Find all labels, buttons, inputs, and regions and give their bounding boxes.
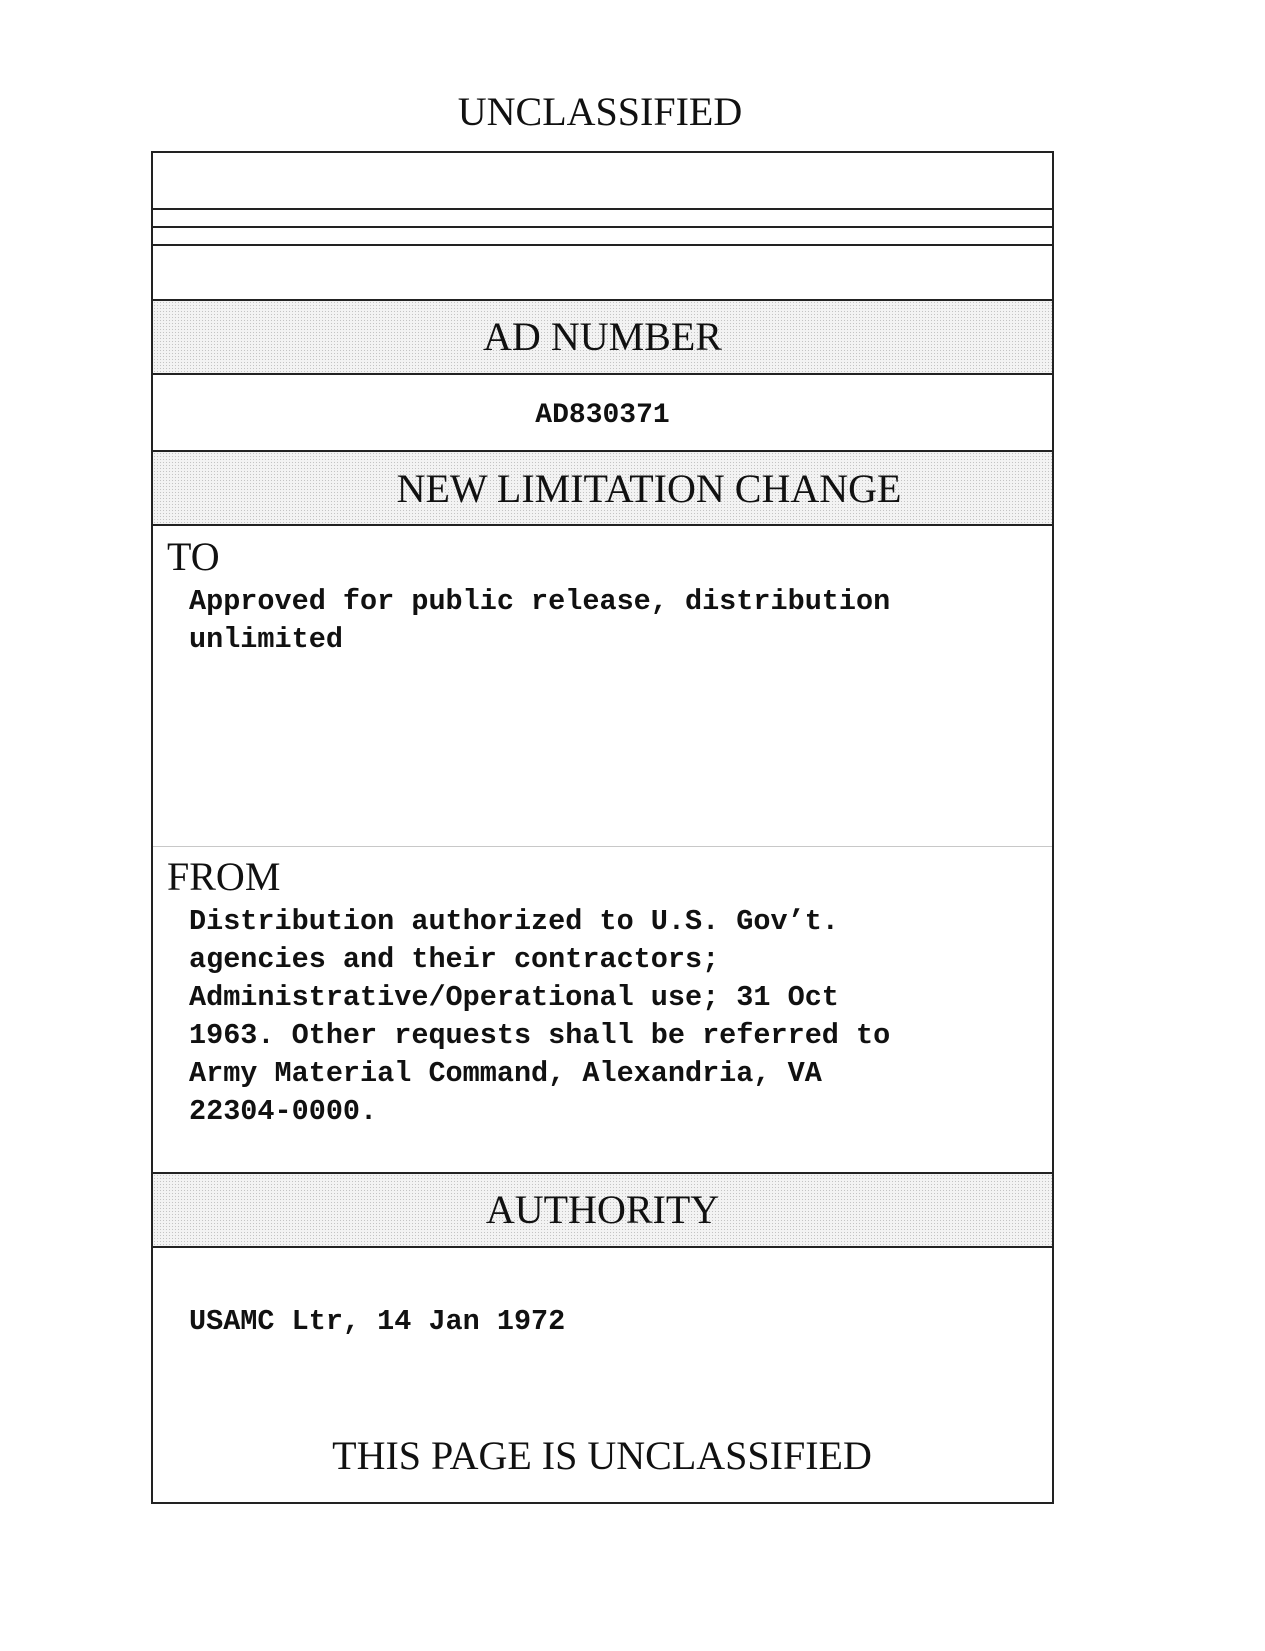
authority-label: AUTHORITY [485,1187,720,1232]
authority-value: USAMC Ltr, 14 Jan 1972 [189,1305,566,1338]
ad-number-label: AD NUMBER [483,314,722,359]
classification-marking-top: UNCLASSIFIED [457,89,743,134]
limitation-change-form [151,151,1054,1504]
row-divider [153,373,1052,375]
row-divider [153,244,1052,246]
to-text: Approved for public release, distribution unlimited [189,585,891,656]
ad-number-header [153,301,1052,373]
from-label: FROM [167,854,281,899]
authority-header [153,1174,1052,1246]
row-divider [153,208,1052,210]
row-divider [153,524,1052,526]
to-label: TO [167,534,220,579]
from-text: Distribution authorized to U.S. Gov’t. agencies and their contractors; Administrative/Operational use; 31 Oct 1963. Other requests shall be referred to Army Material Command, Alexandria, VA 22304-0000. [189,905,891,1128]
classification-marking-bottom: THIS PAGE IS UNCLASSIFIED [332,1433,872,1478]
section-divider [153,846,1052,847]
limitation-change-header [153,452,1052,524]
limitation-change-label: NEW LIMITATION CHANGE [396,466,902,511]
row-divider [153,1246,1052,1248]
row-divider [153,226,1052,228]
ad-number-value: AD830371 [535,400,670,431]
